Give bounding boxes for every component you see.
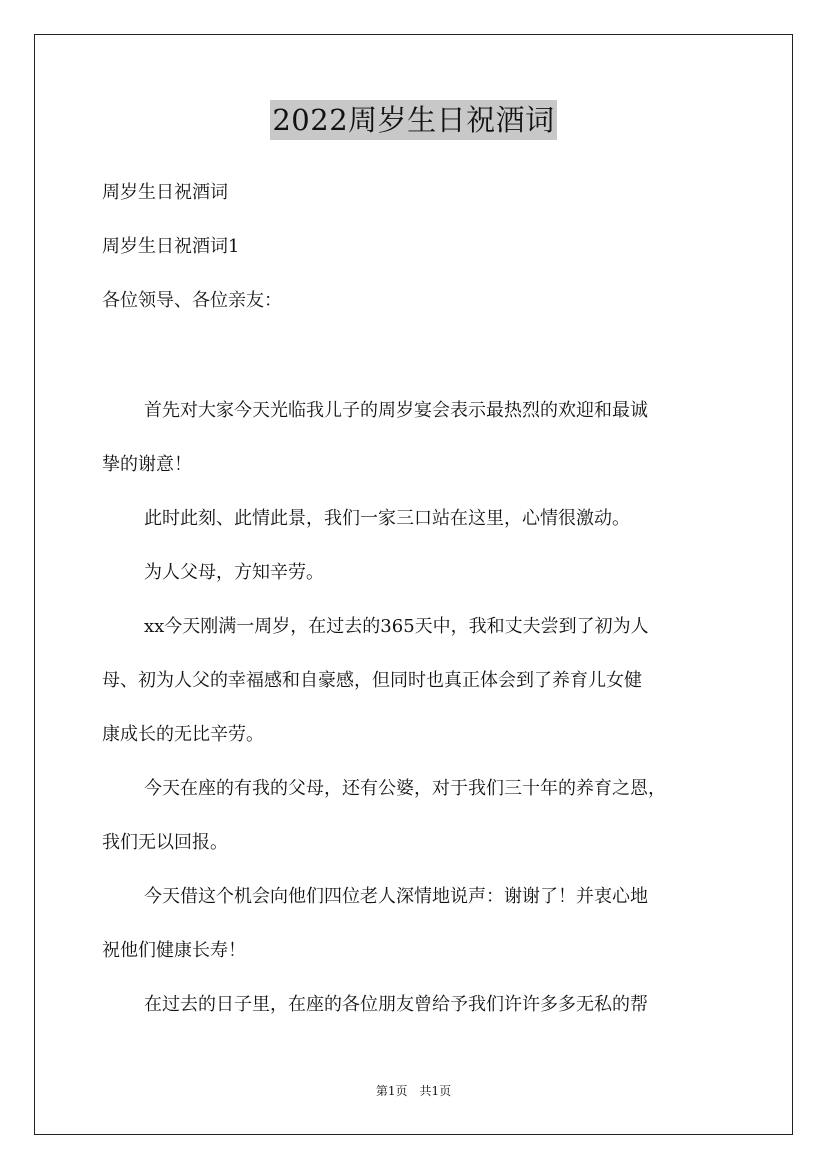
text-line: 我们无以回报。 bbox=[102, 832, 228, 853]
text-line: 今天借这个机会向他们四位老人深情地说声：谢谢了！并衷心地 bbox=[144, 886, 648, 907]
text-line: 为人父母，方知辛劳。 bbox=[144, 562, 324, 583]
text-line: 祝他们健康长寿！ bbox=[102, 940, 246, 961]
title-container bbox=[0, 100, 827, 140]
text-line: 各位领导、各位亲友： bbox=[102, 290, 282, 311]
text-line: 周岁生日祝酒词 bbox=[102, 182, 228, 203]
page-footer: 第1页 共1页 bbox=[375, 1084, 452, 1098]
text-line: 母、初为人父的幸福感和自豪感，但同时也真正体会到了养育儿女健 bbox=[102, 670, 642, 691]
text-line: 在过去的日子里，在座的各位朋友曾给予我们许许多多无私的帮 bbox=[144, 994, 648, 1015]
document-title: 2022周岁生日祝酒词 bbox=[270, 100, 556, 140]
text-line: 挚的谢意！ bbox=[102, 454, 192, 475]
text-line: 首先对大家今天光临我儿子的周岁宴会表示最热烈的欢迎和最诚 bbox=[144, 400, 648, 421]
text-line: 周岁生日祝酒词1 bbox=[102, 236, 240, 257]
text-line: xx今天刚满一周岁，在过去的365天中，我和丈夫尝到了初为人 bbox=[144, 616, 649, 637]
text-line: 今天在座的有我的父母，还有公婆，对于我们三十年的养育之恩， bbox=[144, 778, 666, 799]
text-line: 康成长的无比辛劳。 bbox=[102, 724, 264, 745]
text-line: 此时此刻、此情此景，我们一家三口站在这里，心情很激动。 bbox=[144, 508, 630, 529]
